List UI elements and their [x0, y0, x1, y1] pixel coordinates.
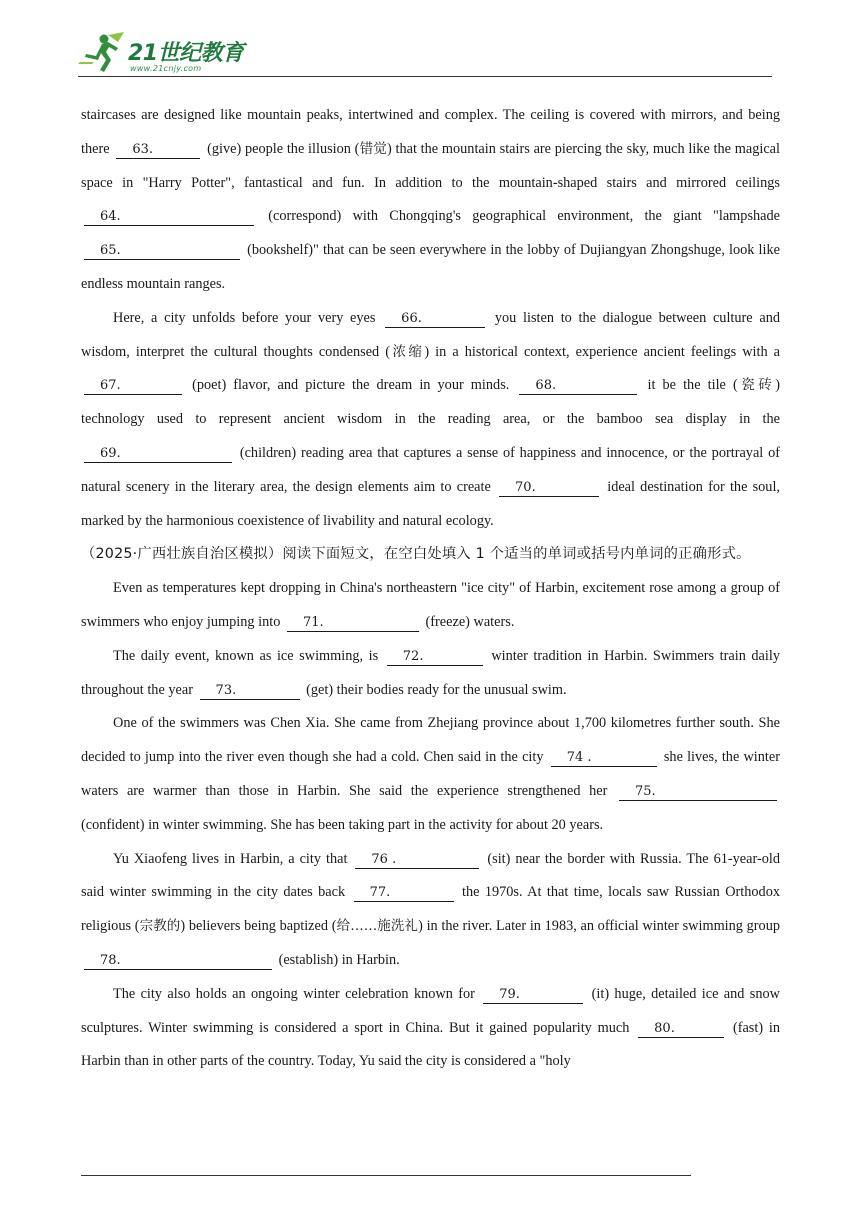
text: Even as temperatures kept dropping in China's northeastern "ice city" of Harbin, excitement rose among a group of swimmers who enjoy jumping into [81, 580, 780, 630]
text: (correspond) with Chongqing's geographical environment, the giant "lampshade [268, 208, 781, 225]
text: ideal destination for the soul, marked by the harmonious coexistence of livability and natural ecology. [81, 478, 780, 529]
text: (freeze) waters. [425, 613, 515, 630]
text: Yu Xiaofeng lives in Harbin, a city that [113, 850, 348, 867]
text: you listen to the dialogue between culture and wisdom, interpret the cultural thoughts condensed ( [81, 309, 780, 360]
passage1-paragraph2 [81, 302, 780, 539]
document-body [81, 99, 780, 1079]
passage2-paragraph5 [81, 978, 780, 1079]
blank-77[interactable]: 77. [354, 884, 454, 902]
text: (fast) in Harbin than in other parts of the country. Today, Yu said the city is considered a "holy [81, 1019, 780, 1070]
runner-logo-icon [78, 32, 126, 74]
text: The daily event, known as ice swimming, is [113, 647, 379, 664]
text: the 1970s. At that time, locals saw Russian Orthodox religious ( [81, 884, 780, 935]
blank-80[interactable]: 80. [638, 1020, 724, 1038]
blank-73[interactable]: 73. [200, 682, 300, 700]
text: (confident) in winter swimming. She has been taking part in the activity for about 20 years. [81, 816, 604, 833]
blank-72[interactable]: 72. [387, 648, 483, 666]
text: One of the swimmers was Chen Xia. She came from Zhejiang province about 1,700 kilometres further south. She decided to jump into the river even though she had a cold. Chen said in the city [81, 715, 780, 766]
text: (poet) flavor, and picture the dream in your minds. [192, 377, 510, 394]
chinese-gloss: 瓷砖 [737, 377, 776, 394]
blank-75[interactable]: 75. [619, 783, 777, 801]
text: (bookshelf)" that can be seen everywhere in the lobby of Dujiangyan Zhongshuge, look like endless mountain ranges. [81, 242, 780, 292]
text: staircases are designed like mountain peaks, intertwined and complex. The ceiling is covered with mirrors, and being there [81, 107, 780, 157]
blank-65[interactable]: 65. [84, 242, 240, 260]
header-divider [78, 76, 772, 77]
logo-url: www.21cnjy.com [130, 64, 202, 73]
blank-78[interactable]: 78. [84, 952, 272, 970]
text: winter tradition in Harbin. Swimmers train daily throughout the year [81, 647, 780, 698]
chinese-gloss: 错觉 [359, 140, 387, 157]
text: it be the tile ( [647, 377, 738, 394]
page-header [78, 30, 772, 78]
text: (it) huge, detailed ice and snow sculptures. Winter swimming is considered a sport in China. But it gained popularity much [81, 985, 780, 1036]
passage2-paragraph1 [81, 572, 780, 640]
blank-79[interactable]: 79. [483, 986, 583, 1004]
text: ) believers being baptized ( [180, 918, 337, 935]
passage1-paragraph1 [81, 99, 780, 302]
source-instruction: （2025·广西壮族自治区模拟）阅读下面短文，在空白处填入 1 个适当的单词或括号内单词的正确形式。 [81, 546, 751, 563]
text: ) technology used to represent ancient wisdom in the reading area, or the bamboo sea display in the [81, 377, 781, 428]
blank-68[interactable]: 68. [519, 377, 637, 395]
blank-66[interactable]: 66. [385, 310, 485, 328]
text: she lives, the winter waters are warmer than those in Harbin. She said the experience strengthened her [81, 749, 780, 799]
text: ) in the river. Later in 1983, an official winter swimming group [418, 918, 780, 935]
chinese-gloss: 给……施洗礼 [336, 918, 419, 935]
blank-64[interactable]: 64. [84, 208, 254, 226]
text: Here, a city unfolds before your very eyes [113, 309, 376, 326]
text: The city also holds an ongoing winter celebration known for [113, 985, 475, 1002]
chinese-gloss: 宗教的 [139, 918, 181, 935]
logo-text: 21世纪教育 [128, 41, 244, 66]
text: (children) reading area that captures a sense of happiness and innocence, or the portrayal of natural scenery in the literary area, the design elements aim to create [81, 444, 780, 495]
text: (establish) in Harbin. [278, 951, 400, 968]
passage2-paragraph3 [81, 707, 780, 842]
text: ) in a historical context, experience ancient feelings with a [424, 343, 780, 360]
text: ) that the mountain stairs are piercing the sky, much like the magical space in "Harry Potter", fantastical and fun. In addition to the mountain-shaped stairs and mirrored ceilings [81, 140, 780, 191]
blank-74[interactable]: 74 . [551, 749, 657, 767]
footer-divider [81, 1175, 691, 1176]
passage2-paragraph2 [81, 640, 780, 708]
blank-67[interactable]: 67. [84, 377, 182, 395]
blank-70[interactable]: 70. [499, 479, 599, 497]
blank-63[interactable]: 63. [116, 141, 200, 159]
text: (get) their bodies ready for the unusual swim. [306, 681, 567, 698]
text: (give) people the illusion ( [207, 140, 360, 157]
blank-76[interactable]: 76 . [355, 851, 479, 869]
chinese-gloss: 浓缩 [389, 343, 425, 360]
text: (sit) near the border with Russia. The 61-year-old said winter swimming in the city dates back [81, 850, 781, 901]
blank-71[interactable]: 71. [287, 614, 419, 632]
passage2-paragraph4 [81, 843, 780, 978]
logo [78, 30, 258, 76]
blank-69[interactable]: 69. [84, 445, 232, 463]
